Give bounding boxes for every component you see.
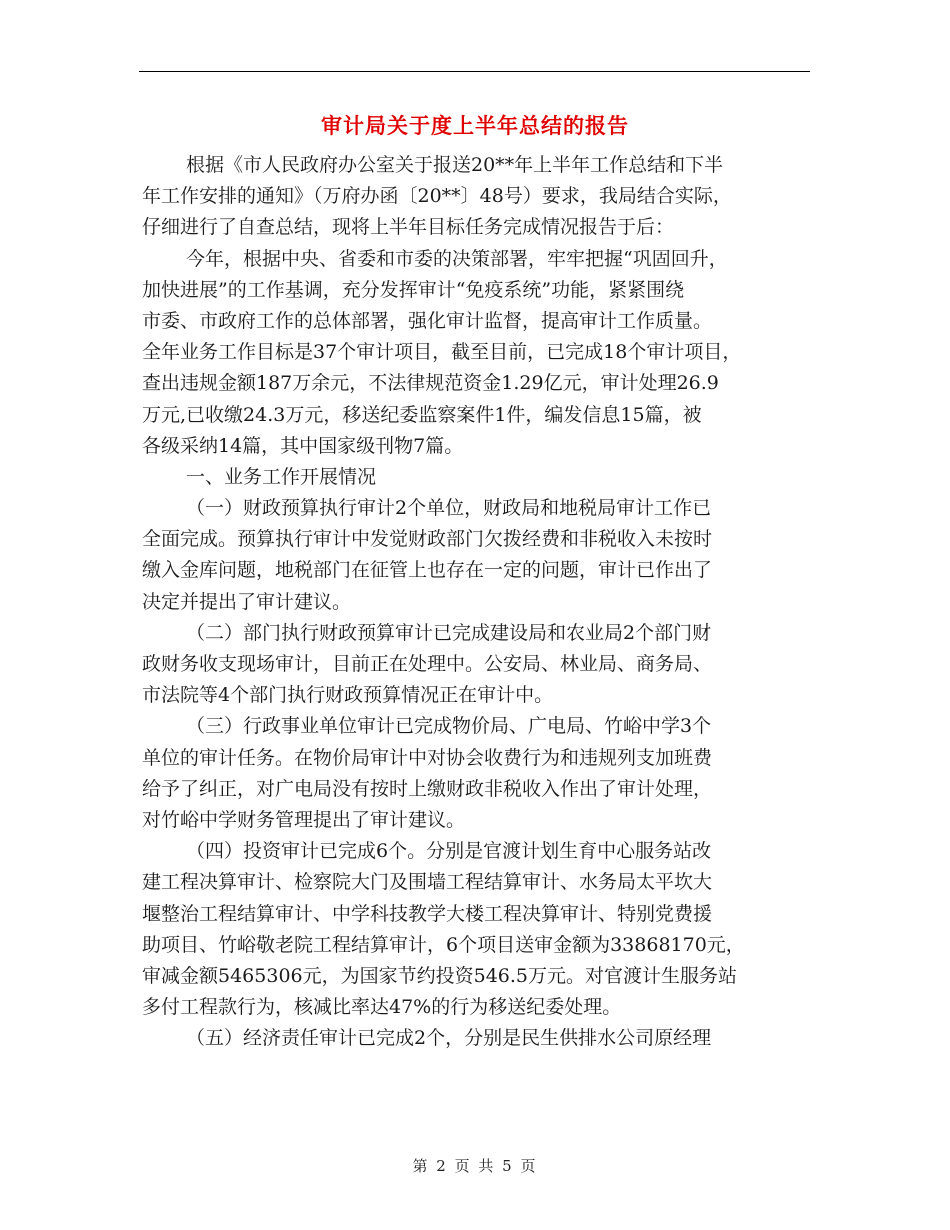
text-line: 建工程决算审计、检察院大门及围墙工程结算审计、水务局太平坎大: [142, 871, 713, 894]
text-line: 全面完成。预算执行审计中发觉财政部门欠拨经费和非税收入未按时: [142, 528, 713, 551]
text-line: 仔细进行了自查总结，现将上半年目标任务完成情况报告于后：: [142, 216, 675, 239]
text-line: 单位的审计任务。在物价局审计中对协会收费行为和违规列支加班费: [142, 746, 713, 769]
text-line: 加快进展”的工作基调，充分发挥审计“免疫系统”功能，紧紧围绕: [142, 278, 685, 301]
text-line: （一）财政预算执行审计2个单位，财政局和地税局审计工作已: [186, 497, 712, 520]
text-line: 堰整治工程结算审计、中学科技教学大楼工程决算审计、特别党费援: [142, 902, 713, 925]
text-line: 全年业务工作目标是37个审计项目，截至目前，已完成18个审计项目，: [142, 341, 742, 364]
text-line: 对竹峪中学财务管理提出了审计建议。: [142, 808, 466, 831]
page-footer: 第 2 页 共 5 页: [412, 1157, 538, 1175]
text-line: 给予了纠正，对广电局没有按时上缴财政非税收入作出了审计处理，: [142, 777, 713, 800]
text-line: （四）投资审计已完成6个。分别是官渡计划生育中心服务站改: [186, 840, 712, 863]
text-line: （二）部门执行财政预算审计已完成建设局和农业局2个部门财: [186, 621, 712, 644]
text-line: 缴入金库问题，地税部门在征管上也存在一定的问题，审计已作出了: [142, 559, 713, 582]
text-line: 查出违规金额187万余元，不法律规范资金1.29亿元，审计处理26.9: [142, 372, 719, 395]
text-line: 市法院等4个部门执行财政预算情况正在审计中。: [142, 684, 554, 707]
text-line: 市委、市政府工作的总体部署，强化审计监督，提高审计工作质量。: [142, 309, 713, 332]
text-line: （三）行政事业单位审计已完成物价局、广电局、竹峪中学3个: [186, 715, 712, 738]
text-line: 决定并提出了审计建议。: [142, 590, 352, 613]
text-line: 年工作安排的通知》（万府办函〔20**〕48号）要求，我局结合实际，: [142, 185, 732, 208]
text-line: 各级采纳14篇，其中国家级刊物7篇。: [142, 434, 464, 457]
text-line: 多付工程款行为，核减比率达47%的行为移送纪委处理。: [142, 996, 622, 1019]
document-title: 审计局关于度上半年总结的报告: [321, 113, 629, 138]
text-line: （五）经济责任审计已完成2个，分别是民生供排水公司原经理: [186, 1027, 712, 1050]
text-line: 万元,已收缴24.3万元，移送纪委监察案件1件，编发信息15篇，被: [142, 403, 702, 426]
text-line: 一、业务工作开展情况: [186, 465, 377, 488]
text-line: 今年，根据中央、省委和市委的决策部署，牢牢把握“巩固回升，: [186, 247, 728, 270]
text-line: 政财务收支现场审计，目前正在处理中。公安局、林业局、商务局、: [142, 653, 713, 675]
text-line: 审减金额5465306元，为国家节约投资546.5万元。对官渡计生服务站: [142, 964, 738, 987]
header-rule: [139, 71, 810, 72]
document-body: [142, 150, 812, 1054]
text-line: 助项目、竹峪敬老院工程结算审计，6个项目送审金额为33868170元，: [142, 933, 745, 956]
text-line: 根据《市人民政府办公室关于报送20**年上半年工作总结和下半: [186, 154, 724, 176]
